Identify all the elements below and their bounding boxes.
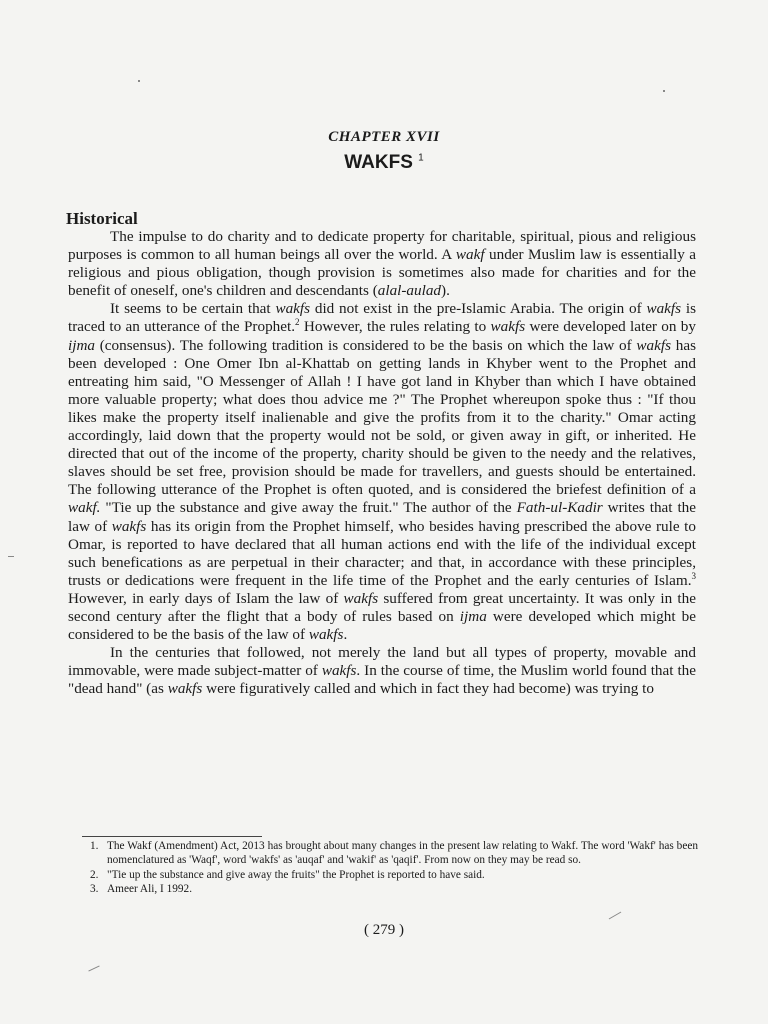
scan-mark [88,966,99,972]
body-text [68,228,696,698]
footnote-ref: 3 [691,570,696,581]
footnote-number: 3. [90,883,99,896]
italic-term: alal-aulad [377,282,442,300]
text-run: were developed later on by [525,318,696,336]
footnote [90,882,698,896]
scan-mark [609,912,622,920]
italic-term: wakfs [167,680,203,698]
footnote-number: 2. [90,868,99,881]
italic-term: ijma [459,607,487,625]
text-run: has been developed : One Omer Ibn al-Khattab on getting lands in Khyber went to the Prophet and entreating him said, "O Messenger of Allah ! I have got land in Khyber than which I have obtained more valuable property; what does thou advice me ?" The Prophet whereupon spoke thus : "If thou likes make the property itself inalienable and give the profits from it to the charity." Omar acting accordingly, laid down that the property would not be sold, or given away in gift, or inherited. He directed that out of the income of the property, charity should be given to the needy and the relatives, slaves should be set free, provision should be made for travellers, and guests should be entertained. The following utterance of the Prophet is often quoted, and is considered the briefest definition of a [68,336,696,499]
page-number: ( 279 ) [364,922,404,938]
title-footnote-marker: 1 [418,152,424,164]
text-run: ). [441,282,450,300]
text-run: (consensus). The following tradition is considered to be the basis on which the law of [95,336,637,354]
text-run: . In the course of time, the Muslim world found that the "dead hand" (as [68,662,696,698]
italic-term: wakfs [490,318,526,336]
footnote-ref: 2 [295,317,300,328]
text-run: "Tie up the substance and give away the fruit." The author of the [100,499,517,517]
text-run: under Muslim law is essentially a religious and pious obligation, though provision is sometimes also made for charities and for the benefit of oneself, one's children and descendants ( [68,246,696,300]
section-heading: Historical [66,209,138,228]
italic-term: wakf. [68,499,101,517]
scan-mark [663,90,665,92]
chapter-number: CHAPTER XVII [328,129,440,145]
footnote-number: 1. [90,840,99,852]
italic-term: wakfs [343,589,379,607]
scan-mark [138,80,140,82]
italic-term: wakfs [646,300,682,318]
italic-term: wakfs [275,300,311,318]
footnote [90,839,698,868]
text-run: were figuratively called and which in fact they had become) was trying to [202,680,654,698]
italic-term: wakfs [321,662,357,680]
text-run: is traced to an utterance of the Prophet. [68,300,696,336]
italic-term: Fath-ul-Kadir [516,499,603,517]
chapter-title [0,152,768,174]
text-run: has its origin from the Prophet himself, who besides having prescribed the above rule to Omar, is reported to have declared that all human actions end with the life of the individual except such benefications as are perpetual in their character; and that, in accordance with these principles, trusts or dedications were frequent in the life time of the Prophet and the early centuries of Islam. [68,517,696,589]
text-run: The impulse to do charity and to dedicate property for charitable, spiritual, pious and religious purposes is common to all human beings all over the world. A [68,228,696,264]
paragraph [68,300,696,644]
text-run: However, the rules relating to [299,318,491,336]
footnote-text: "Tie up the substance and give away the fruits" the Prophet is reported to have said. [107,868,485,881]
footnote [90,868,698,882]
text-run: In the centuries that followed, not merely the land but all types of property, movable and immovable, were made subject-matter of [68,644,696,680]
italic-term: wakfs [636,336,672,354]
italic-term: wakfs [308,626,344,644]
italic-term: wakfs [111,517,147,535]
footnote-text: The Wakf (Amendment) Act, 2013 has brought about many changes in the present law relating to Wakf. The word 'Wakf' has been nomenclatured as 'Waqf', word 'wakfs' as 'auqaf' and 'wakif' as 'qaqif'. From now on they may be read so. [107,840,698,867]
chapter-title-text: WAKFS [344,152,413,173]
text-run: did not exist in the pre-Islamic Arabia. The origin of [310,300,647,318]
text-run: were developed which might be considered to be the basis of the law of [68,607,697,644]
italic-term: wakf [455,246,485,264]
paragraph [68,228,696,300]
text-run: writes that the law of [68,499,696,535]
footnote-text: Ameer Ali, I 1992. [107,883,193,896]
footnotes [90,839,698,897]
footnote-separator [82,836,262,837]
text-run: . [343,626,348,644]
scan-mark [8,556,14,557]
text-run: suffered from great uncertainty. It was only in the second century after the flight that a body of rules based on [68,589,696,625]
paragraph [68,644,696,698]
text-run: It seems to be certain that [110,300,276,318]
italic-term: ijma [68,336,96,354]
text-run: However, in early days of Islam the law of [68,589,344,607]
